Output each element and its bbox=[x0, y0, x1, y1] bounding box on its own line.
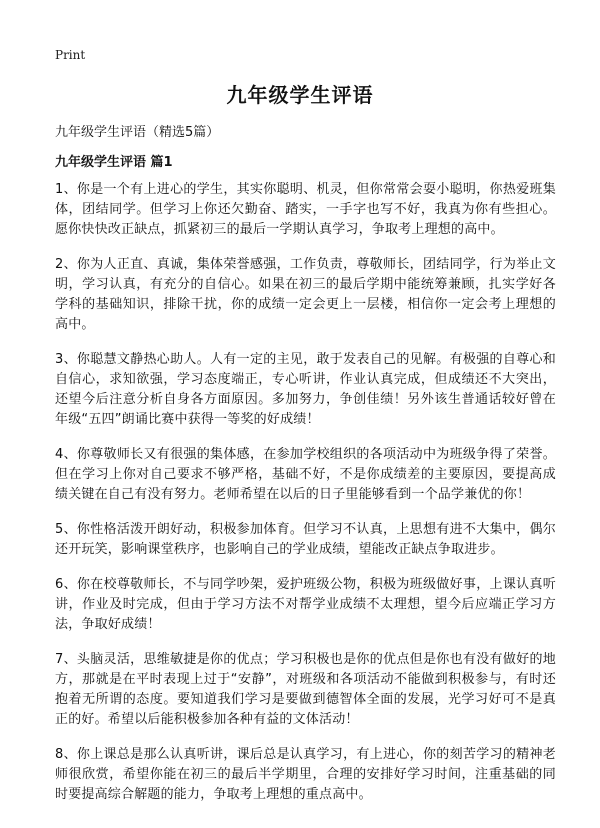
comment-paragraph-7: 7、头脑灵活，思维敏捷是你的优点；学习积极也是你的优点但是你也有没有做好的地方，那就是在平时表现上过于“安静”，对班级和各项活动不能做到积极参与，有时还抱着无所谓的态度。要知道我们学习是要做到德智体全面的发展，光学习好可不是真正的好。希望以后能积极参加各种有益的文体活动！ bbox=[55, 652, 556, 727]
document-subtitle: 九年级学生评语（精选5篇） bbox=[55, 125, 220, 140]
comment-paragraph-2: 2、你为人正直、真诚，集体荣誉感强，工作负责，尊敬师长，团结同学，行为举止文明，学习认真，有充分的自信心。如果在初三的最后学期中能统筹兼顾，扎实学好各学科的基础知识，排除干扰，你的成绩一定会更上一层楼，相信你一定会考上理想的高中。 bbox=[55, 257, 556, 332]
document-title: 九年级学生评语 bbox=[226, 83, 374, 107]
section-heading: 九年级学生评语 篇1 bbox=[55, 155, 173, 170]
comment-paragraph-5: 5、你性格活泼开朗好动，积极参加体育。但学习不认真，上思想有进不大集中，偶尔还开玩笑，影响课堂秩序，也影响自己的学业成绩，望能改正缺点争取进步。 bbox=[55, 522, 556, 557]
comment-paragraph-4: 4、你尊敬师长又有很强的集体感，在参加学校组织的各项活动中为班级争得了荣誉。但在学习上你对自己要求不够严格，基础不好，不是你成绩差的主要原因，要提高成绩关键在自己有没有努力。老师希望在以后的日子里能够看到一个品学兼优的你！ bbox=[55, 447, 556, 502]
comment-paragraph-1: 1、你是一个有上进心的学生，其实你聪明、机灵，但你常常会耍小聪明，你热爱班集体，团结同学。但学习上你还欠勤奋、踏实，一手字也写不好，我真为你有些担心。愿你快快改正缺点，抓紧初三的最后一学期认真学习，争取考上理想的高中。 bbox=[55, 182, 556, 237]
comment-paragraph-6: 6、你在校尊敬师长，不与同学吵架，爱护班级公物，积极为班级做好事，上课认真听讲，作业及时完成，但由于学习方法不对帮学业成绩不太理想，望今后应端正学习方法，争取好成绩！ bbox=[55, 577, 556, 632]
document-body bbox=[55, 180, 556, 820]
comment-paragraph-8: 8、你上课总是那么认真听讲，课后总是认真学习，有上进心，你的刻苦学习的精神老师很欣赏，希望你能在初三的最后半学期里，合理的安排好学习时间，注重基础的同时要提高综合解题的能力，争取考上理想的重点高中。 bbox=[55, 747, 556, 802]
comment-paragraph-3: 3、你聪慧文静热心助人。人有一定的主见，敢于发表自己的见解。有极强的自尊心和自信心，求知欲强，学习态度端正，专心听讲，作业认真完成，但成绩还不大突出，还望今后注意分析自身各方面原因。多加努力，争创佳绩！另外该生普通话较好曾在年级“五四”朗诵比赛中获得一等奖的好成绩！ bbox=[55, 352, 556, 427]
print-link[interactable]: Print bbox=[55, 48, 86, 62]
